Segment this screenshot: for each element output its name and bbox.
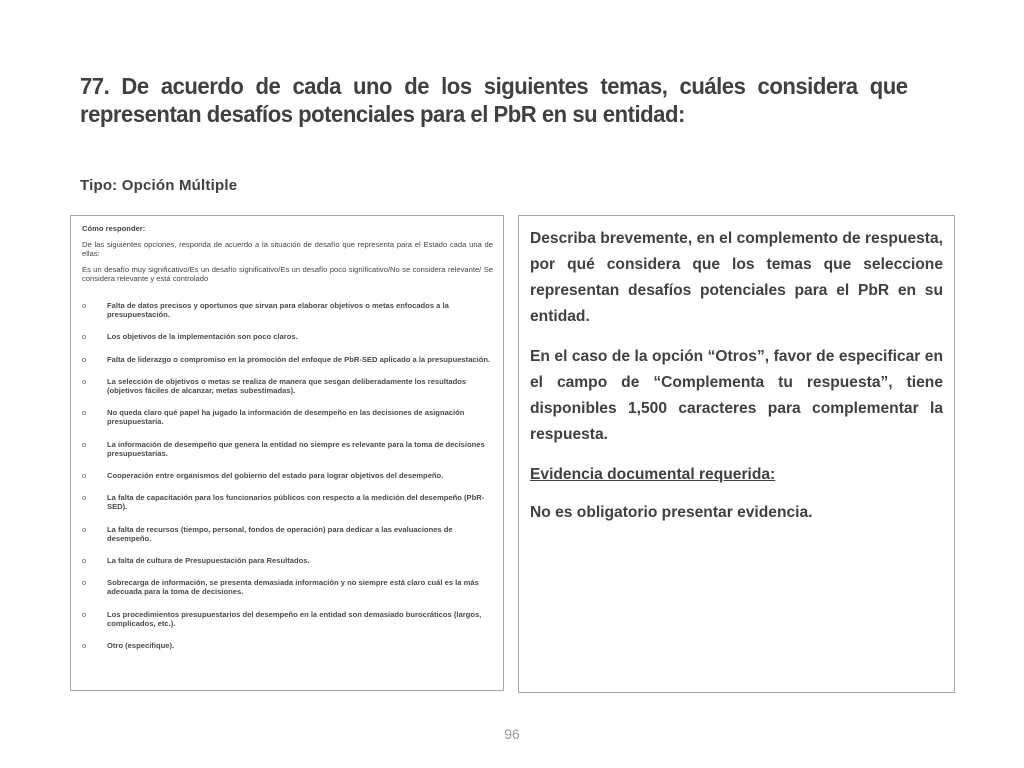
bullet-icon: o	[82, 439, 87, 449]
bullet-icon: o	[82, 578, 87, 588]
option-item	[82, 332, 493, 341]
bullet-icon: o	[82, 471, 87, 481]
bullet-icon: o	[82, 376, 87, 386]
bullet-icon: o	[82, 354, 87, 364]
option-item	[82, 355, 493, 364]
bullet-icon: o	[82, 609, 87, 619]
option-item	[82, 610, 493, 628]
option-item	[82, 556, 493, 565]
scale-description: Es un desafío muy significativo/Es un desafío significativo/Es un desafío poco significativo/No se considera relevante/ Se considera relevante y está controlado	[82, 264, 493, 283]
option-item	[82, 440, 493, 458]
option-label: Otro (especifique).	[107, 641, 175, 651]
complement-paragraph: Describa brevemente, en el complemento de respuesta, por qué considera que los temas que seleccione representan desafíos potenciales para el PbR en su entidad.	[530, 230, 943, 325]
option-item	[82, 578, 493, 596]
page-number: 96	[504, 726, 520, 742]
option-label: La falta de cultura de Presupuestación para Resultados.	[107, 556, 310, 566]
option-label: La falta de capacitación para los funcionarios públicos con respecto a la medición del desempeño (PbR-SED).	[107, 493, 485, 512]
option-label: Falta de liderazgo o compromiso en la promoción del enfoque de PbR-SED aplicado a la presupuestación.	[107, 354, 491, 364]
option-label: Sobrecarga de información, se presenta demasiada información y no siempre está claro cuál es la más adecuada para la toma de decisiones.	[107, 578, 479, 597]
option-item	[82, 471, 493, 480]
option-label: No queda claro qué papel ha jugado la información de desempeño en las decisiones de asignación presupuestaria.	[107, 408, 465, 427]
option-label: Los procedimientos presupuestarios del desempeño en la entidad son demasiado burocráticos (largos, complicados, etc.).	[107, 609, 482, 628]
bullet-icon: o	[82, 556, 87, 566]
bullet-icon: o	[82, 524, 87, 534]
bullet-icon: o	[82, 408, 87, 418]
how-to-answer-heading: Cómo responder:	[82, 224, 146, 233]
option-item	[82, 408, 493, 426]
option-item	[82, 641, 493, 650]
evidence-heading: Evidencia documental requerida:	[530, 466, 776, 483]
options-list	[82, 301, 493, 650]
option-item	[82, 493, 493, 511]
instructions-panel	[70, 215, 504, 691]
bullet-icon: o	[82, 641, 87, 651]
option-item	[82, 301, 493, 319]
option-item	[82, 525, 493, 543]
option-label: Cooperación entre organismos del gobierno del estado para lograr objetivos del desempeño.	[107, 471, 444, 481]
evidence-text: No es obligatorio presentar evidencia.	[530, 504, 813, 521]
bullet-icon: o	[82, 493, 87, 503]
question-type: Tipo: Opción Múltiple	[80, 177, 238, 194]
others-paragraph: En el caso de la opción “Otros”, favor de especificar en el campo de “Complementa tu respuesta”, tiene disponibles 1,500 caracteres para complementar la respuesta.	[530, 348, 943, 443]
option-item	[82, 377, 493, 395]
option-label: Los objetivos de la implementación son poco claros.	[107, 332, 298, 342]
option-label: La falta de recursos (tiempo, personal, fondos de operación) para dedicar a las evaluaciones de desempeño.	[107, 524, 453, 543]
option-label: La selección de objetivos o metas se realiza de manera que sesgan deliberadamente los resultados (objetivos fáciles de alcanzar, metas subestimadas).	[107, 376, 467, 396]
bullet-icon: o	[82, 332, 87, 342]
instructions-paragraph: De las siguientes opciones, responda de acuerdo a la situación de desafío que representa para el Estado cada una de ellas:	[82, 240, 493, 259]
option-label: Falta de datos precisos y oportunos que sirvan para elaborar objetivos o metas enfocados a la presupuestación.	[107, 301, 449, 320]
question-title: 77. De acuerdo de cada uno de los siguientes temas, cuáles considera que representan desafíos potenciales para el PbR en su entidad:	[80, 73, 908, 127]
bullet-icon: o	[82, 301, 87, 311]
option-label: La información de desempeño que genera la entidad no siempre es relevante para la toma de decisiones presupuestarias.	[107, 439, 485, 458]
complement-panel	[518, 215, 955, 693]
